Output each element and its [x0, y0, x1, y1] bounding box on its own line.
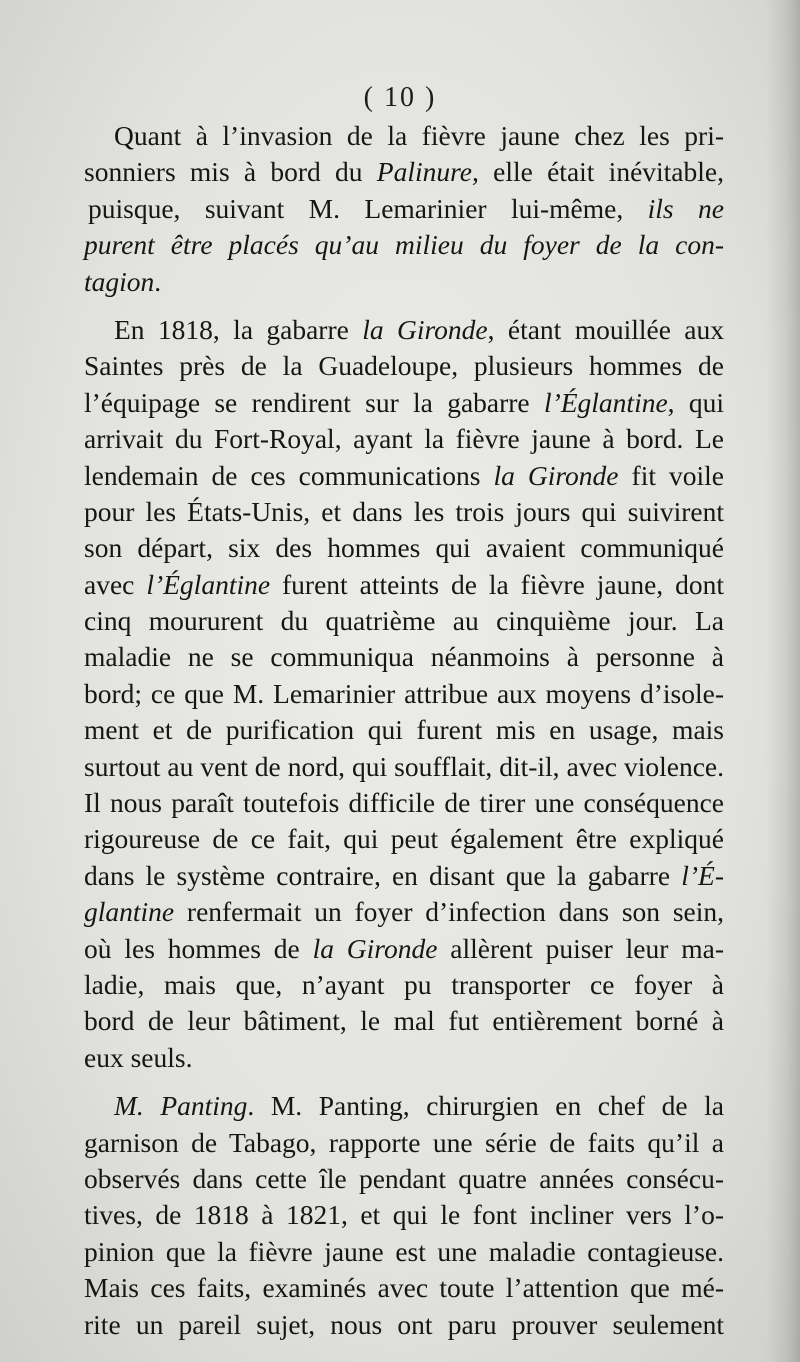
text-segment: ment et de purification qui furent mis en usage, mais — [84, 714, 724, 746]
italic-text: glantine — [84, 896, 175, 928]
text-line — [84, 785, 724, 821]
text-line — [84, 1003, 724, 1039]
text-segment: puisque, suivant M. Lemarinier lui-même, — [88, 192, 648, 224]
text-line — [84, 118, 724, 154]
text-line — [84, 967, 724, 1003]
text-line — [84, 1234, 724, 1270]
text-line — [84, 494, 724, 530]
text-segment: bord de leur bâtiment, le mal fut entièrement borné à — [84, 1005, 724, 1037]
text-segment: Mais ces faits, examinés avec toute l’attention que mé- — [84, 1272, 724, 1304]
italic-text: purent être placés qu’au milieu du foyer de la con- — [84, 229, 724, 261]
text-line — [84, 1161, 724, 1197]
text-segment: l’équipage se rendirent sur la gabarre — [84, 386, 544, 418]
text-line — [84, 749, 724, 785]
italic-text: M. Panting — [114, 1090, 248, 1122]
text-line — [84, 530, 724, 566]
italic-text: la Gironde — [362, 313, 488, 345]
text-line — [84, 821, 724, 857]
text-segment: renfermait un foyer d’infection dans son sein, — [174, 896, 724, 928]
text-segment: Quant à l’invasion de la fièvre jaune chez les pri- — [114, 120, 724, 151]
text-segment: cinq moururent du quatrième au cinquième jour. La — [84, 605, 724, 637]
text-line — [84, 227, 724, 263]
italic-text: la Gironde — [493, 459, 619, 491]
italic-text: ils ne — [647, 192, 724, 224]
text-segment: . — [154, 265, 162, 297]
text-segment: fit voile — [618, 459, 724, 491]
text-line — [84, 1040, 724, 1076]
text-segment: bord; ce que M. Lemarinier attribue aux moyens d’isole- — [84, 677, 724, 709]
text-segment: dans le système contraire, en disant que la gabarre — [84, 859, 682, 891]
italic-text: l’É- — [681, 859, 724, 891]
text-line — [84, 385, 724, 421]
text-line — [84, 858, 724, 894]
text-line — [84, 1088, 724, 1124]
text-segment: eux seuls. — [84, 1041, 193, 1073]
text-segment: où les hommes de — [84, 932, 313, 964]
text-segment: pour les États-Unis, et dans les trois jours qui suivirent — [84, 495, 724, 527]
text-line — [84, 931, 724, 967]
italic-text: la Gironde — [312, 932, 438, 964]
text-line — [84, 1197, 724, 1233]
text-segment: garnison de Tabago, rapporte une série de faits qu’il a — [84, 1126, 724, 1158]
italic-text: l’Églantine — [146, 568, 271, 600]
text-line — [84, 712, 724, 748]
text-line — [84, 1270, 724, 1306]
text-segment: surtout au vent de nord, qui soufflait, dit-il, avec violence. — [84, 750, 724, 782]
text-segment: . M. Panting, chirurgien en chef de la — [247, 1090, 724, 1122]
text-line — [84, 1125, 724, 1161]
text-segment: , qui — [667, 386, 724, 418]
text-line — [84, 603, 724, 639]
text-line — [84, 154, 724, 190]
text-segment: rigoureuse de ce fait, qui peut également être expliqué — [84, 823, 724, 855]
italic-text: Palinure, — [376, 156, 479, 188]
italic-text: l’Églantine — [543, 386, 668, 418]
text-line — [84, 567, 724, 603]
text-segment: allèrent puiser leur ma- — [437, 932, 724, 964]
text-segment: En 1818, la gabarre — [114, 313, 363, 345]
text-segment: ladie, mais que, n’ayant pu transporter ce foyer à — [84, 968, 724, 1000]
text-segment: , étant mouillée aux — [487, 313, 725, 345]
text-segment: tives, de 1818 à 1821, et qui le font incliner vers l’o- — [84, 1199, 724, 1231]
text-line — [84, 312, 724, 348]
text-line — [84, 676, 724, 712]
text-segment: pinion que la fièvre jaune est une maladie contagieuse. — [84, 1235, 724, 1267]
text-segment: Saintes près de la Guadeloupe, plusieurs hommes de — [84, 350, 724, 382]
text-segment: Il nous paraît toutefois difficile de tirer une conséquence — [84, 787, 724, 819]
page-edge-shadow — [766, 0, 800, 1362]
text-segment: sonniers mis à bord du — [84, 156, 377, 188]
text-line — [84, 639, 724, 675]
text-segment: maladie ne se communiqua néanmoins à personne à — [84, 641, 724, 673]
text-segment: furent atteints de la fièvre jaune, dont — [270, 568, 725, 600]
text-line — [84, 191, 724, 227]
body-text — [84, 118, 724, 1343]
text-segment: avec — [84, 568, 147, 600]
text-line — [84, 421, 724, 457]
page-number: ( 10 ) — [363, 82, 437, 113]
text-segment: observés dans cette île pendant quatre années consécu- — [84, 1162, 724, 1194]
italic-text: tagion — [84, 265, 155, 297]
text-segment: lendemain de ces communications — [84, 459, 494, 491]
text-segment: arrivait du Fort-Royal, ayant la fièvre jaune à bord. Le — [84, 423, 724, 455]
text-line — [84, 458, 724, 494]
text-line — [84, 264, 724, 300]
text-line — [84, 894, 724, 930]
text-segment: son départ, six des hommes qui avaient communiqué — [84, 532, 724, 564]
text-line — [84, 348, 724, 384]
text-segment: elle était inévitable, — [478, 156, 724, 188]
text-line — [84, 1307, 724, 1343]
text-segment: rite un pareil sujet, nous ont paru prouver seulement — [84, 1308, 724, 1340]
